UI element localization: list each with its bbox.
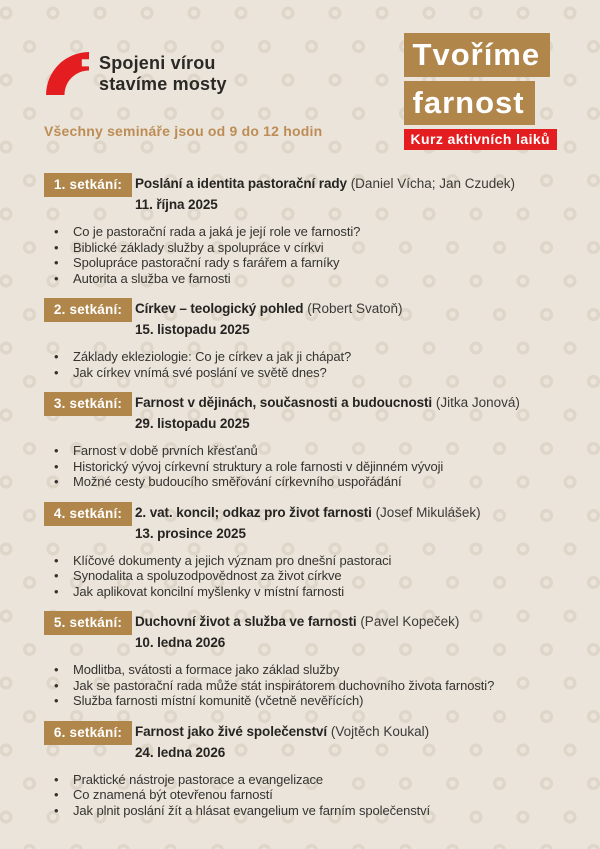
section-head-text xyxy=(135,298,556,340)
section-topics-list xyxy=(44,349,556,380)
section-date: 13. prosince 2025 xyxy=(135,525,246,541)
section-date: 11. října 2025 xyxy=(135,197,218,212)
bullet-item: • Co je pastorační rada a jaká je její role ve farnosti? xyxy=(44,224,556,240)
seminar-section xyxy=(44,502,556,600)
tagline-line-1: Spojeni vírou xyxy=(99,53,216,73)
bullet-item: • Farnost v době prvních křesťanů xyxy=(44,443,556,459)
section-title: Poslání a identita pastorační rady xyxy=(135,176,347,191)
section-head-text xyxy=(135,502,556,544)
schedule-note: Všechny semináře jsou od 9 do 12 hodin xyxy=(44,123,323,139)
section-head-text xyxy=(135,392,556,434)
section-header xyxy=(44,721,556,763)
section-head-text xyxy=(135,611,556,653)
brand-block xyxy=(404,33,557,150)
section-title-line xyxy=(135,392,556,413)
section-header xyxy=(44,611,556,653)
section-date: 29. listopadu 2025 xyxy=(135,416,250,431)
section-topics-list xyxy=(44,443,556,490)
section-header xyxy=(44,298,556,340)
bullet-item: • Synodalita a spoluzodpovědnost za život církve xyxy=(44,568,556,584)
seminar-section xyxy=(44,611,556,709)
seminar-section xyxy=(44,392,556,490)
section-header xyxy=(44,173,556,215)
brand-course-badge: Kurz aktivních laiků xyxy=(404,129,557,150)
bullet-item: • Autorita a služba ve farnosti xyxy=(44,271,556,287)
section-header xyxy=(44,392,556,434)
section-date: 10. ledna 2026 xyxy=(135,635,226,650)
section-title: Farnost jako živé společenství xyxy=(135,723,328,739)
section-header xyxy=(44,502,556,544)
section-topics-list xyxy=(44,553,556,600)
bullet-item: • Jak aplikovat koncilní myšlenky v místní farnosti xyxy=(44,584,556,600)
section-badge: 4. setkání: xyxy=(44,502,132,526)
bullet-item: • Jak církev vnímá své poslání ve světě dnes? xyxy=(44,365,556,381)
brand-title-line-2: farnost xyxy=(404,81,535,125)
bullet-item: • Praktické nástroje pastorace a evangelizace xyxy=(44,772,556,788)
bullet-item: • Služba farnosti místní komunitě (včetně nevěřících) xyxy=(44,693,556,709)
bullet-item: • Možné cesty budoucího směřování církevního uspořádání xyxy=(44,474,556,490)
seminar-section xyxy=(44,173,556,286)
bullet-item: • Historický vývoj církevní struktury a role farnosti v dějinném vývoji xyxy=(44,459,556,475)
bullet-item: • Jak plnit poslání žít a hlásat evangelium ve farním společenství xyxy=(44,803,556,819)
section-title: 2. vat. koncil; odkaz pro život farnosti xyxy=(135,504,372,520)
bullet-item: • Co znamená být otevřenou farností xyxy=(44,787,556,803)
bullet-item: • Spolupráce pastorační rady s farářem a farníky xyxy=(44,255,556,271)
section-head-text xyxy=(135,721,556,763)
section-speakers: (Josef Mikulášek) xyxy=(375,504,481,520)
section-title-line xyxy=(135,502,556,523)
section-speakers: (Vojtěch Koukal) xyxy=(330,723,430,739)
section-badge: 3. setkání: xyxy=(44,392,132,416)
section-topics-list xyxy=(44,224,556,286)
section-badge: 5. setkání: xyxy=(44,611,132,635)
bullet-item: • Základy ekleziologie: Co je církev a jak ji chápat? xyxy=(44,349,556,365)
section-title: Církev – teologický pohled xyxy=(135,301,304,316)
section-title: Duchovní život a služba ve farnosti xyxy=(135,614,357,629)
section-badge: 1. setkání: xyxy=(44,173,132,197)
section-speakers: (Jitka Jonová) xyxy=(435,395,520,410)
section-topics-list xyxy=(44,662,556,709)
section-badge: 6. setkání: xyxy=(44,721,132,745)
section-title-line xyxy=(135,611,556,632)
section-head-text xyxy=(135,173,556,215)
bullet-item: • Modlitba, svátosti a formace jako základ služby xyxy=(44,662,556,678)
section-title: Farnost v dějinách, současnosti a budoucnosti xyxy=(135,395,433,410)
seminar-section xyxy=(44,298,556,380)
bullet-item: • Klíčové dokumenty a jejich význam pro dnešní pastoraci xyxy=(44,553,556,569)
section-title-line xyxy=(135,173,556,194)
section-speakers: (Robert Svatoň) xyxy=(307,301,403,316)
section-topics-list xyxy=(44,772,556,819)
brand-title-line-1: Tvoříme xyxy=(404,33,551,77)
section-title-line xyxy=(135,298,556,319)
tagline xyxy=(99,50,227,95)
section-badge: 2. setkání: xyxy=(44,298,132,322)
tagline-line-2: stavíme mosty xyxy=(99,74,227,94)
section-title-line xyxy=(135,721,556,742)
section-speakers: (Pavel Kopeček) xyxy=(360,614,460,629)
seminar-section xyxy=(44,721,556,819)
section-date: 24. ledna 2026 xyxy=(135,744,226,760)
bridge-arc-icon xyxy=(44,50,89,95)
section-date: 15. listopadu 2025 xyxy=(135,322,250,337)
sections xyxy=(44,173,556,818)
bullet-item: • Jak se pastorační rada může stát inspirátorem duchovního života farnosti? xyxy=(44,678,556,694)
bullet-item: • Biblické základy služby a spolupráce v církvi xyxy=(44,240,556,256)
section-speakers: (Daniel Vícha; Jan Czudek) xyxy=(350,176,516,191)
